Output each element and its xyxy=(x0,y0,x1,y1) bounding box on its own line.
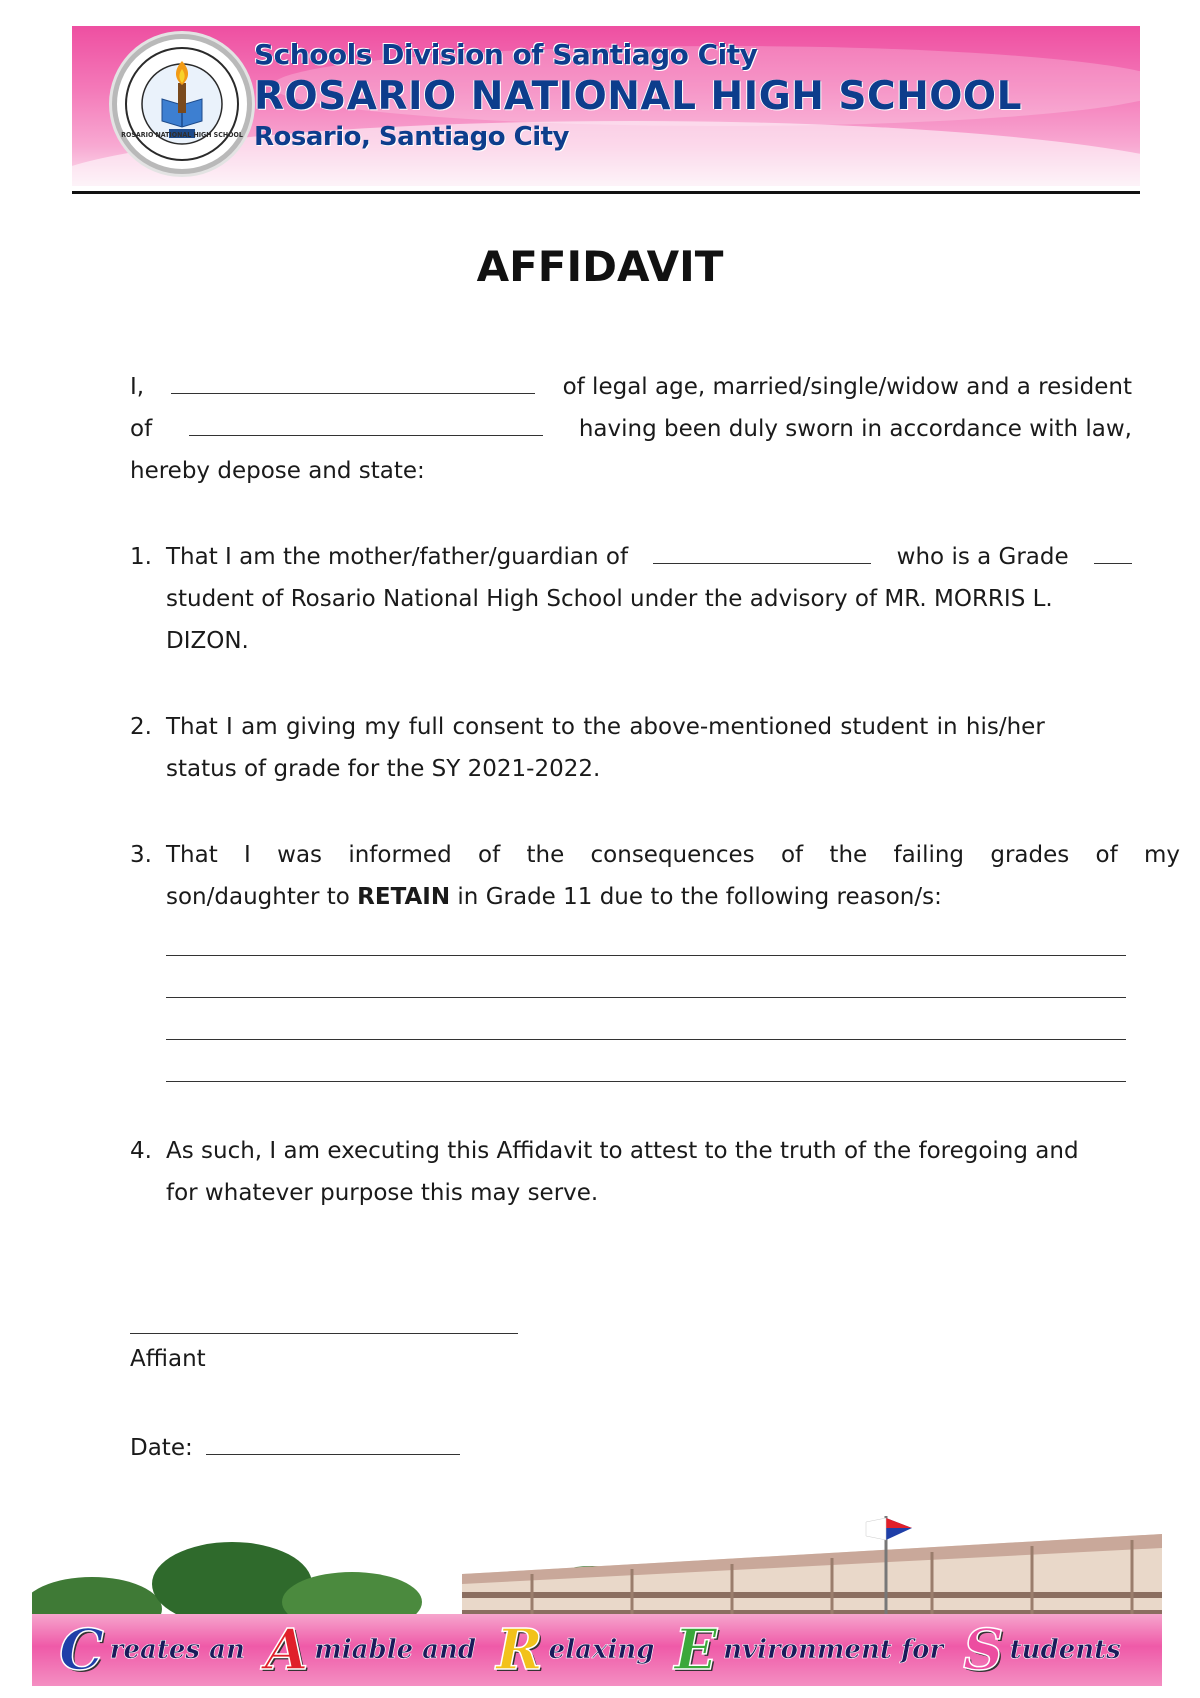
intro-l2-a: of xyxy=(130,416,153,442)
school-motto xyxy=(32,1617,1162,1683)
reason-line-4[interactable] xyxy=(166,1081,1126,1082)
school-location: Rosario, Santiago City xyxy=(254,122,569,152)
motto-cap-e: E xyxy=(674,1617,718,1683)
item-number: 4. xyxy=(130,1138,152,1164)
seal-text: ROSARIO NATIONAL HIGH SCHOOL xyxy=(121,131,243,139)
intro-l1-b: of legal age, married/single/widow and a resident xyxy=(562,374,1132,400)
item3-l2-a: son/daughter to xyxy=(166,884,350,910)
intro-l1-a: I, xyxy=(130,374,145,400)
motto-word-4: nvironment for xyxy=(723,1635,944,1665)
retain-keyword: RETAIN xyxy=(357,884,451,910)
affiant-label: Affiant xyxy=(130,1346,206,1372)
intro-l3: hereby depose and state: xyxy=(130,458,425,484)
intro-paragraph xyxy=(130,366,1132,492)
item4-l1: As such, I am executing this Affidavit to attest to the truth of the foregoing and xyxy=(166,1138,1079,1164)
item-number: 3. xyxy=(130,842,152,868)
date-blank[interactable] xyxy=(206,1430,460,1455)
item1-l3: DIZON. xyxy=(166,628,249,654)
reason-line-3[interactable] xyxy=(166,1039,1126,1040)
item2-l1: That I am giving my full consent to the above-mentioned student in his/her xyxy=(166,714,1045,740)
motto-word-1: reates an xyxy=(109,1635,245,1665)
school-name: ROSARIO NATIONAL HIGH SCHOOL xyxy=(254,74,1022,119)
residence-blank[interactable] xyxy=(189,411,543,436)
name-blank[interactable] xyxy=(171,369,535,394)
reason-line-2[interactable] xyxy=(166,997,1126,998)
motto-cap-c: C xyxy=(59,1617,104,1683)
motto-cap-a: A xyxy=(264,1617,309,1683)
school-seal-icon xyxy=(112,34,252,174)
header-divider xyxy=(72,191,1140,194)
item3-l2-b: in Grade 11 due to the following reason/s: xyxy=(457,884,942,910)
affiant-signature-line[interactable] xyxy=(130,1333,518,1334)
item1-l2: student of Rosario National High School under the advisory of MR. MORRIS L. xyxy=(166,586,1053,612)
grade-blank[interactable] xyxy=(1094,539,1132,564)
division-name: Schools Division of Santiago City xyxy=(254,38,758,71)
item-number: 1. xyxy=(130,544,152,570)
header-banner xyxy=(72,26,1140,186)
motto-word-2: miable and xyxy=(314,1635,477,1665)
item2-l2: status of grade for the SY 2021-2022. xyxy=(166,756,601,782)
item1-l1-a: That I am the mother/father/guardian of xyxy=(166,544,629,570)
motto-word-5: tudents xyxy=(1009,1635,1121,1665)
date-field xyxy=(130,1430,460,1461)
intro-l2-b: having been duly sworn in accordance with law, xyxy=(578,416,1132,442)
student-name-blank[interactable] xyxy=(653,539,871,564)
date-label: Date: xyxy=(130,1435,193,1461)
item4-l2: for whatever purpose this may serve. xyxy=(166,1180,599,1206)
reason-line-1[interactable] xyxy=(166,955,1126,956)
motto-word-3: elaxing xyxy=(548,1635,655,1665)
footer-banner xyxy=(32,1514,1162,1686)
motto-cap-s: S xyxy=(963,1617,1004,1683)
motto-cap-r: R xyxy=(496,1617,543,1683)
page-title: AFFIDAVIT xyxy=(476,242,724,291)
item1-l1-b: who is a Grade xyxy=(896,544,1069,570)
item3-l1: That I was informed of the consequences of the failing grades of my xyxy=(166,842,1181,868)
item-number: 2. xyxy=(130,714,152,740)
